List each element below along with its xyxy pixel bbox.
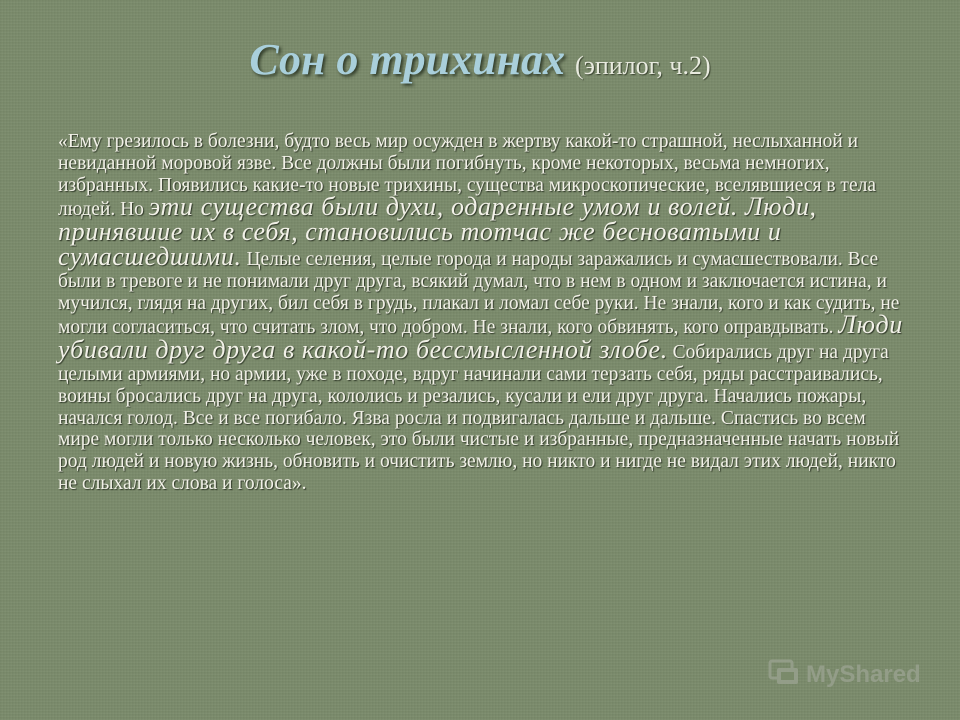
quote-part-2: Целые селения, целые города и народы заражались и сумасшествовали. Все были в тревоге и не понимали друг друга, всякий думал, что в нем в одном и заключается истина, и мучился, глядя на других, бил себя в грудь, плакал и ломал себе руки. Не знали, кого и как судить, не могли согласиться, что считать злом, что добром. Не знали, кого обвинять, кого оправдывать. [58,248,900,339]
title-main: Сон о трихинах [249,35,566,84]
slide-title [0,34,960,85]
quote-emphasis-1: эти существа были духи, одаренные умом и волей. Люди, принявшие их в себя, становились тотчас же бесноватыми и сумасшедшими. [58,192,817,271]
quote-part-3: Собирались друг на друга целыми армиями, но армии, уже в походе, вдруг начинали сами терзать себя, ряды расстраивались, воины бросались друг на друга, кололись и резались, кусали и ели друг друга. Начались пожары, начался голод. Все и все погибало. Язва росла и подвигалась дальше и дальше. Спастись во всем мире могли только несколько человек, это были чистые и избранные, предназначенные начать новый род людей и новую жизнь, обновить и очистить землю, но никто и нигде не видал этих людей, никто не слыхал их слова и голоса». [58,342,900,494]
title-subtitle: (эпилог, ч.2) [575,51,711,80]
watermark-text: MyShared [806,661,921,688]
myshared-logo-icon [767,656,801,695]
quote-emphasis-2: Люди убивали друг друга в какой-то бессмысленной злобе. [58,310,903,365]
quote-text [58,131,908,495]
watermark [767,655,937,695]
quote-part-1: «Ему грезилось в болезни, будто весь мир осужден в жертву какой-то страшной, неслыханной и невиданной моровой язве. Все должны были погибнуть, кроме некоторых, весьма немногих, избранных. Появились какие-то новые трихины, существа микроскопические, вселявшиеся в тела людей. Но [58,131,876,221]
